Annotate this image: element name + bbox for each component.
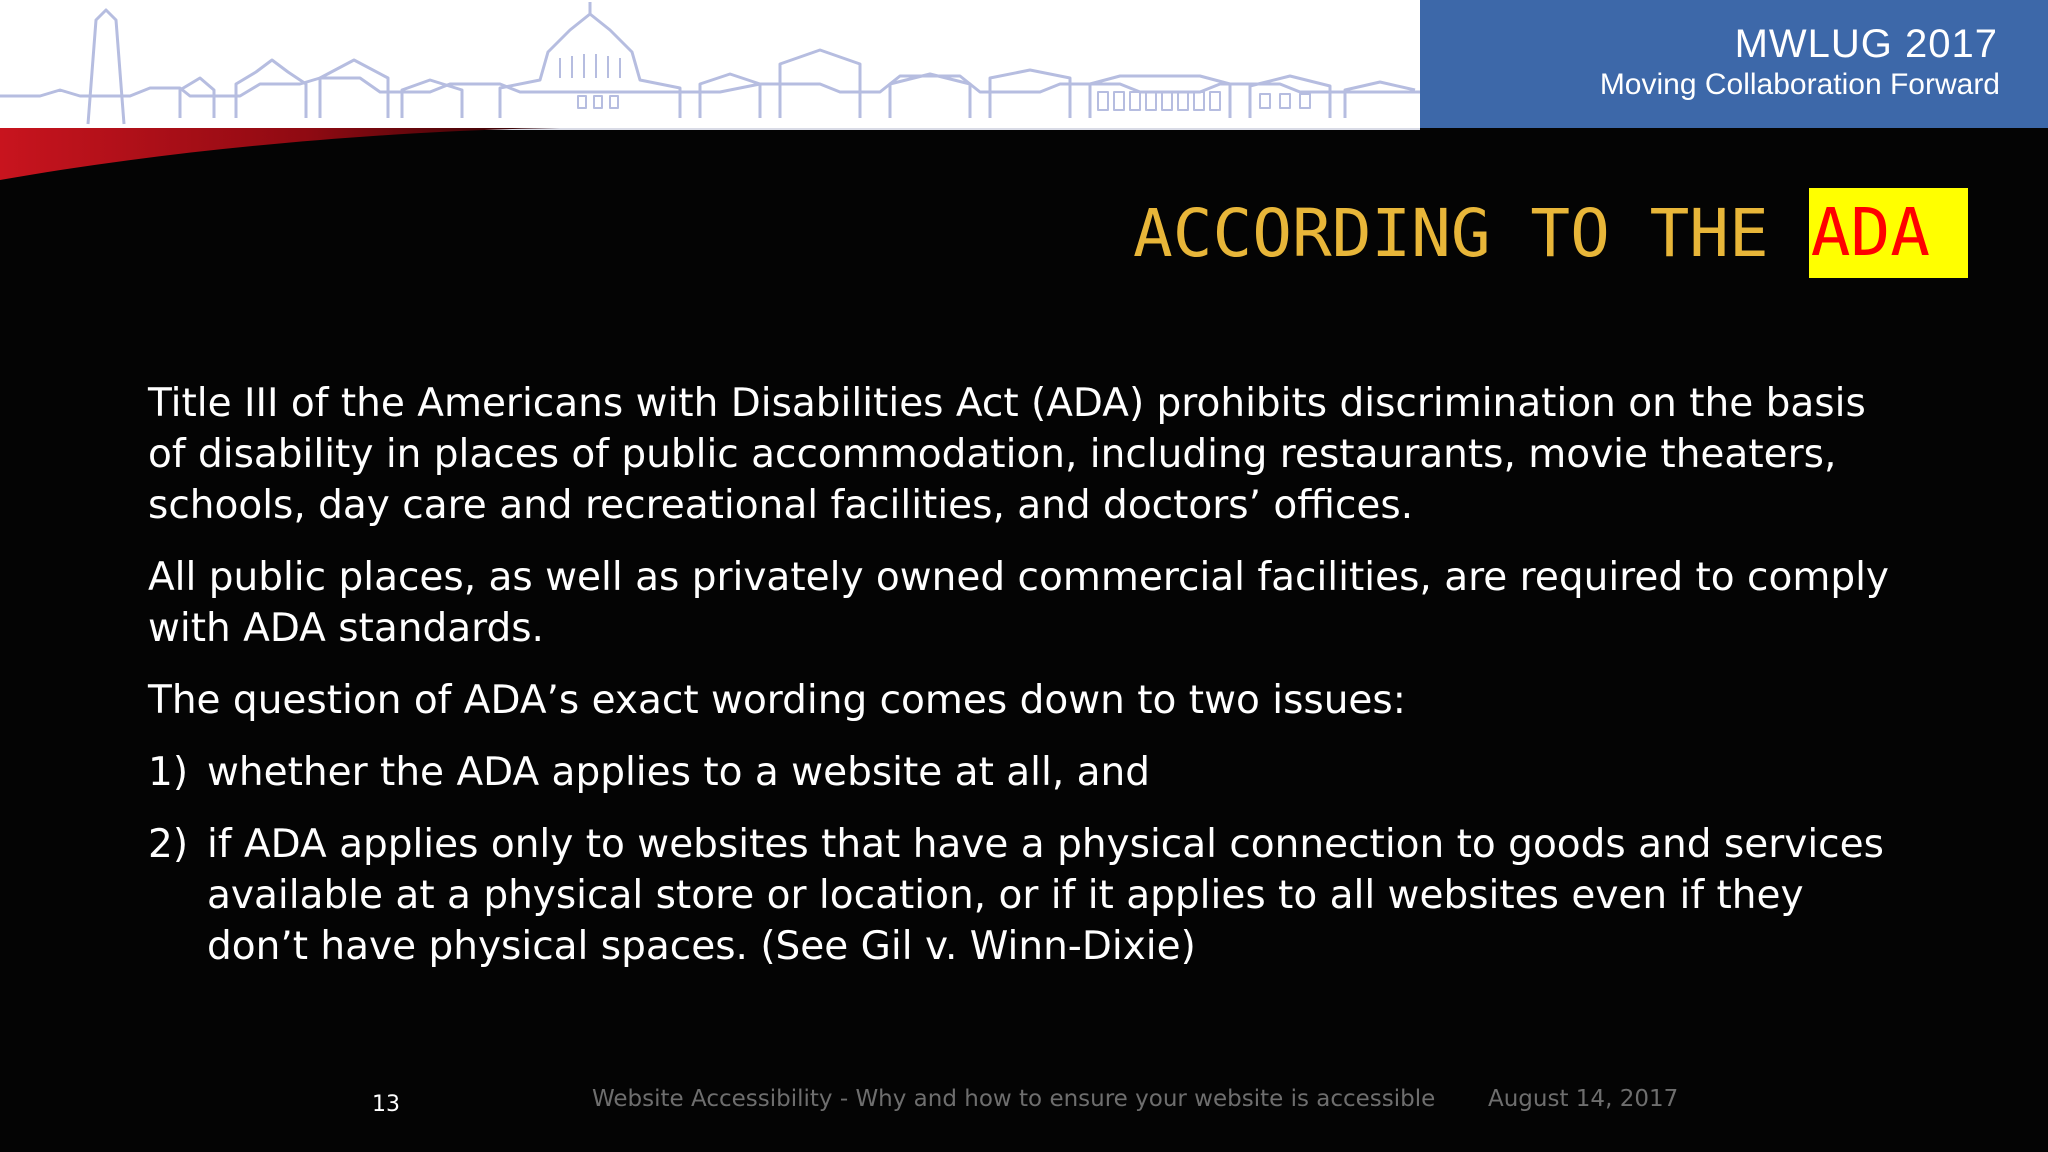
slide-body <box>148 378 1908 993</box>
title-prefix: ACCORDING TO THE <box>1133 194 1769 272</box>
skyline-panel <box>0 0 1420 130</box>
body-paragraph: The question of ADA’s exact wording comes down to two issues: <box>148 678 1406 723</box>
red-swoosh-decoration <box>0 118 560 188</box>
list-item-text: whether the ADA applies to a website at all, and <box>207 750 1150 795</box>
body-paragraph: Title III of the Americans with Disabilities Act (ADA) prohibits discrimination on the basis of disability in places of public accommodation, including restaurants, movie theaters, schools, day care and recreational facilities, and doctors’ offices. <box>148 381 1866 528</box>
body-paragraph: All public places, as well as privately owned commercial facilities, are required to comply with ADA standards. <box>148 555 1890 651</box>
slide-footer <box>0 1080 2048 1120</box>
title-highlight: ADA <box>1809 188 1968 278</box>
washington-skyline-illustration <box>0 0 1420 128</box>
list-item-number: 2) <box>148 822 189 867</box>
list-item-number: 1) <box>148 750 189 795</box>
brand-title: MWLUG 2017 <box>1734 22 1998 66</box>
footer-presentation-title: Website Accessibility - Why and how to ensure your website is accessible <box>592 1086 1436 1112</box>
brand-panel <box>1420 0 2048 128</box>
header-banner <box>0 0 2048 128</box>
footer-date: August 14, 2017 <box>1488 1086 1679 1112</box>
brand-tagline: Moving Collaboration Forward <box>1599 68 2000 101</box>
slide-title <box>1133 190 1968 276</box>
list-item <box>148 747 1908 798</box>
list-item-text: if ADA applies only to websites that have a physical connection to goods and services available at a physical store or location, or if it applies to all websites even if they don’t have physical spaces. (See Gil v. Winn-Dixie) <box>207 822 1884 969</box>
list-item <box>148 819 1908 972</box>
page-number: 13 <box>372 1092 400 1117</box>
